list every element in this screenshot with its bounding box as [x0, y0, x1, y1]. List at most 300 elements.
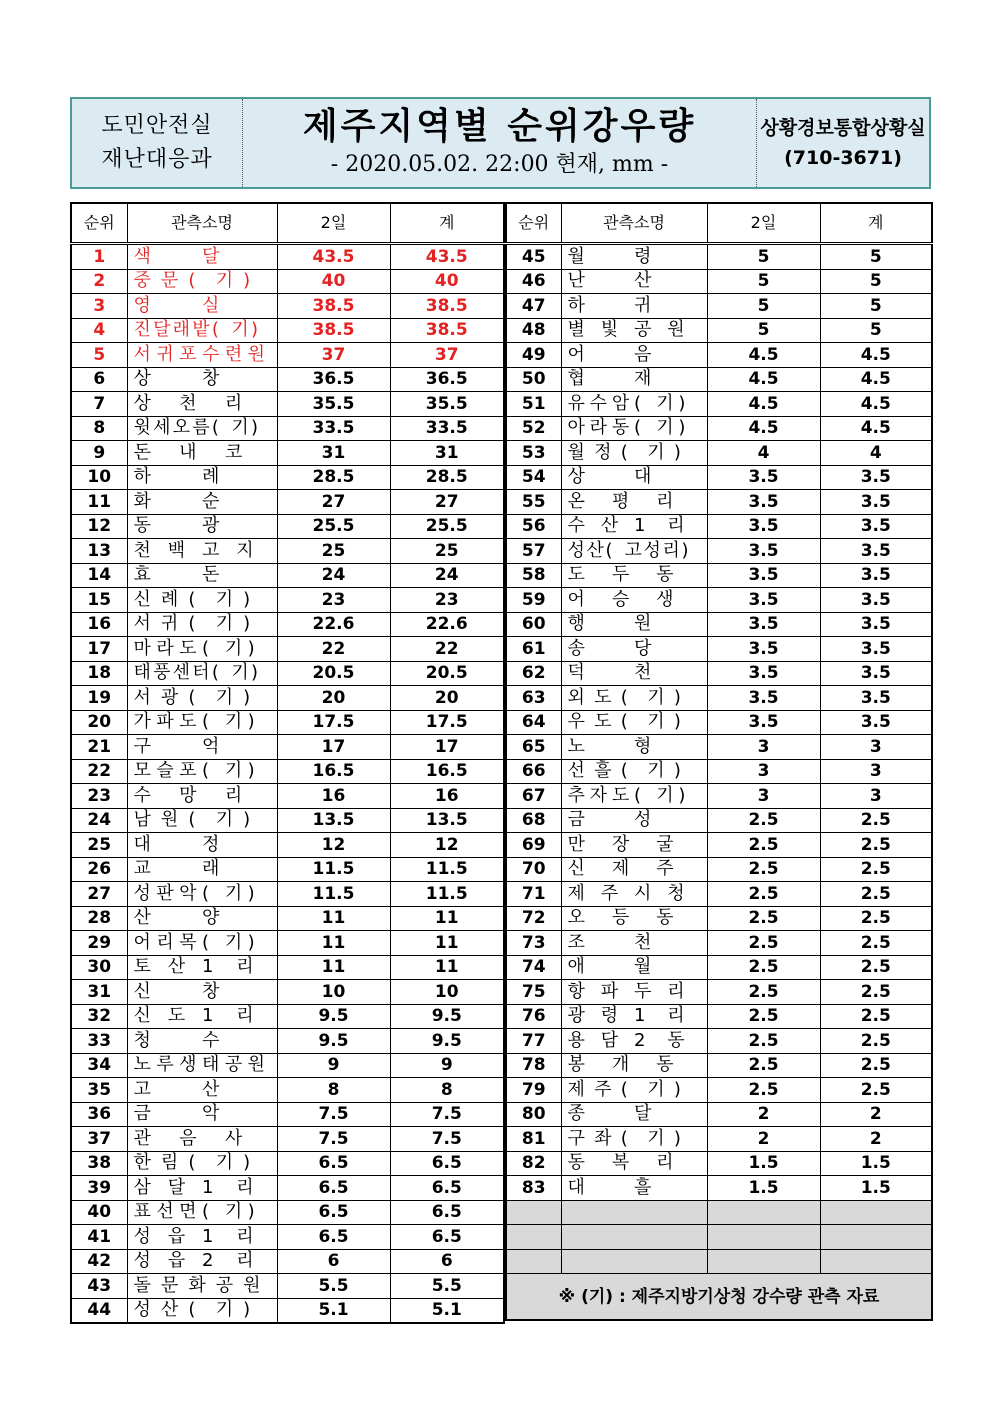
page-title: 제주지역별 순위강우량	[302, 106, 697, 147]
station-name-cell	[561, 294, 707, 319]
station-name-text: 산 양	[133, 907, 220, 929]
total-rainfall-cell: 5.5	[390, 1274, 504, 1299]
station-name-cell	[561, 490, 707, 515]
table-row	[506, 1078, 932, 1103]
station-name-cell	[127, 759, 277, 784]
rank-cell: 2	[71, 269, 127, 294]
col-header-rank: 순위	[506, 203, 561, 244]
table-row	[506, 563, 932, 588]
day-rainfall-cell: 43.5	[277, 244, 390, 270]
day-rainfall-cell: 33.5	[277, 416, 390, 441]
station-name-cell	[561, 563, 707, 588]
day-rainfall-cell: 13.5	[277, 808, 390, 833]
total-rainfall-cell: 37	[390, 343, 504, 368]
table-row	[71, 1102, 504, 1127]
station-name-text: 천 백 고 지	[133, 539, 254, 561]
day-rainfall-cell: 3	[707, 759, 820, 784]
total-rainfall-cell: 6.5	[390, 1225, 504, 1250]
table-row	[506, 1127, 932, 1152]
station-name-text: 효 돈	[133, 564, 220, 586]
station-name-text: 제 주 ( 기 )	[567, 1078, 681, 1100]
table-row	[71, 1225, 504, 1250]
station-name-text: 덕 천	[567, 662, 652, 684]
total-rainfall-cell: 11	[390, 931, 504, 956]
total-rainfall-cell: 36.5	[390, 367, 504, 392]
station-name-text: 모 슬 포 ( 기 )	[133, 760, 255, 782]
rank-cell: 51	[506, 392, 561, 417]
rank-cell: 47	[506, 294, 561, 319]
station-name-cell	[127, 539, 277, 564]
station-name-cell	[127, 441, 277, 466]
station-name-cell	[561, 588, 707, 613]
total-rainfall-cell: 5.1	[390, 1298, 504, 1323]
day-rainfall-cell: 6.5	[277, 1225, 390, 1250]
table-row	[71, 1274, 504, 1299]
station-name-cell	[561, 906, 707, 931]
day-rainfall-cell: 25	[277, 539, 390, 564]
table-row	[506, 1029, 932, 1054]
rank-cell: 52	[506, 416, 561, 441]
table-row	[71, 980, 504, 1005]
day-rainfall-cell: 2.5	[707, 882, 820, 907]
table-row	[506, 612, 932, 637]
rank-cell: 55	[506, 490, 561, 515]
station-name-cell	[561, 1053, 707, 1078]
station-name-text: 오 등 동	[567, 907, 674, 929]
total-rainfall-cell: 11.5	[390, 857, 504, 882]
station-name-text: 수 망 리	[133, 784, 243, 806]
table-row	[506, 710, 932, 735]
table-row	[71, 661, 504, 686]
rank-cell: 59	[506, 588, 561, 613]
day-rainfall-cell: 23	[277, 588, 390, 613]
station-name-text: 만 장 굴	[567, 833, 674, 855]
station-name-text: 색 달	[133, 245, 220, 267]
rank-cell: 26	[71, 857, 127, 882]
station-name-cell	[561, 661, 707, 686]
department-line-2: 재난대응과	[101, 147, 213, 172]
day-rainfall-cell: 37	[277, 343, 390, 368]
station-name-text: 성 산 ( 기 )	[133, 1299, 251, 1321]
table-row	[71, 735, 504, 760]
day-rainfall-cell: 20	[277, 686, 390, 711]
total-rainfall-cell: 9.5	[390, 1004, 504, 1029]
station-name-text: 고 산	[133, 1078, 220, 1100]
station-name-text: 관 음 사	[133, 1127, 243, 1149]
station-name-text: 토 산 1 리	[133, 956, 254, 978]
station-name-cell	[127, 1298, 277, 1323]
station-name-cell	[561, 1151, 707, 1176]
rank-cell: 54	[506, 465, 561, 490]
station-name-text: 수 산 1 리	[567, 515, 685, 537]
rank-cell: 46	[506, 269, 561, 294]
day-rainfall-cell: 9.5	[277, 1004, 390, 1029]
station-name-cell	[561, 808, 707, 833]
total-rainfall-cell: 22.6	[390, 612, 504, 637]
table-header-row	[506, 203, 932, 244]
total-rainfall-cell: 23	[390, 588, 504, 613]
table-row	[506, 269, 932, 294]
table-row	[506, 906, 932, 931]
table-row	[506, 980, 932, 1005]
rank-cell: 67	[506, 784, 561, 809]
day-rainfall-cell: 6.5	[277, 1151, 390, 1176]
station-name-text: 대 정	[133, 833, 220, 855]
rank-cell: 65	[506, 735, 561, 760]
rank-cell: 13	[71, 539, 127, 564]
table-row	[506, 661, 932, 686]
day-rainfall-cell: 2.5	[707, 955, 820, 980]
total-rainfall-cell: 3.5	[820, 710, 932, 735]
day-rainfall-cell: 2.5	[707, 1029, 820, 1054]
station-name-cell	[561, 318, 707, 343]
day-rainfall-cell: 11	[277, 906, 390, 931]
rank-cell: 72	[506, 906, 561, 931]
footnote-row	[506, 1274, 932, 1321]
total-rainfall-cell: 4.5	[820, 416, 932, 441]
station-name-cell	[561, 343, 707, 368]
station-name-text: 광 령 1 리	[567, 1005, 685, 1027]
station-name-cell	[127, 1078, 277, 1103]
rank-cell: 68	[506, 808, 561, 833]
table-row	[506, 441, 932, 466]
day-rainfall-cell: 22.6	[277, 612, 390, 637]
station-name-cell	[127, 661, 277, 686]
station-name-text: 태 풍 센 터 ( 기 )	[133, 662, 258, 684]
station-name-cell	[127, 833, 277, 858]
station-name-cell	[127, 465, 277, 490]
table-row	[71, 563, 504, 588]
table-row	[506, 784, 932, 809]
day-rainfall-cell: 2.5	[707, 857, 820, 882]
station-name-text: 한 림 ( 기 )	[133, 1152, 251, 1174]
station-name-cell	[561, 833, 707, 858]
station-name-cell	[127, 294, 277, 319]
day-rainfall-cell: 6.5	[277, 1200, 390, 1225]
total-rainfall-cell: 8	[390, 1078, 504, 1103]
table-header-row	[71, 203, 504, 244]
day-rainfall-cell: 10	[277, 980, 390, 1005]
table-row	[506, 588, 932, 613]
rank-cell: 83	[506, 1176, 561, 1201]
day-rainfall-cell: 2.5	[707, 833, 820, 858]
total-rainfall-cell: 5	[820, 318, 932, 343]
total-rainfall-cell: 11	[390, 906, 504, 931]
total-rainfall-cell: 5	[820, 294, 932, 319]
empty-cell	[707, 1225, 820, 1250]
total-rainfall-cell: 6.5	[390, 1151, 504, 1176]
total-rainfall-cell: 3.5	[820, 612, 932, 637]
day-rainfall-cell: 16	[277, 784, 390, 809]
station-name-text: 송 당	[567, 637, 652, 659]
total-rainfall-cell: 3.5	[820, 490, 932, 515]
total-rainfall-cell: 2.5	[820, 1004, 932, 1029]
station-name-cell	[127, 735, 277, 760]
station-name-text: 애 월	[567, 956, 652, 978]
rank-cell: 9	[71, 441, 127, 466]
day-rainfall-cell: 3.5	[707, 563, 820, 588]
table-row	[506, 539, 932, 564]
day-rainfall-cell: 1.5	[707, 1176, 820, 1201]
total-rainfall-cell: 3.5	[820, 539, 932, 564]
total-rainfall-cell: 3.5	[820, 686, 932, 711]
table-row	[71, 269, 504, 294]
table-row	[71, 931, 504, 956]
day-rainfall-cell: 11	[277, 931, 390, 956]
total-rainfall-cell: 16	[390, 784, 504, 809]
rank-cell: 21	[71, 735, 127, 760]
table-row	[506, 343, 932, 368]
day-rainfall-cell: 12	[277, 833, 390, 858]
day-rainfall-cell: 9	[277, 1053, 390, 1078]
rank-cell: 36	[71, 1102, 127, 1127]
rank-cell: 64	[506, 710, 561, 735]
station-name-text: 도 두 동	[567, 564, 674, 586]
day-rainfall-cell: 17.5	[277, 710, 390, 735]
station-name-text: 대 흘	[567, 1176, 652, 1198]
empty-cell	[820, 1249, 932, 1274]
total-rainfall-cell: 31	[390, 441, 504, 466]
empty-cell	[506, 1225, 561, 1250]
station-name-text: 별 빛 공 원	[567, 319, 685, 341]
day-rainfall-cell: 40	[277, 269, 390, 294]
station-name-cell	[561, 367, 707, 392]
station-name-text: 금 악	[133, 1103, 220, 1125]
total-rainfall-cell: 2.5	[820, 808, 932, 833]
department-block	[72, 99, 243, 187]
station-name-cell	[561, 392, 707, 417]
table-row	[71, 759, 504, 784]
rank-cell: 66	[506, 759, 561, 784]
station-name-cell	[561, 514, 707, 539]
station-name-text: 신 창	[133, 980, 220, 1002]
station-name-cell	[127, 612, 277, 637]
rank-cell: 37	[71, 1127, 127, 1152]
col-header-total: 계	[390, 203, 504, 244]
station-name-cell	[127, 1151, 277, 1176]
total-rainfall-cell: 35.5	[390, 392, 504, 417]
empty-cell	[561, 1249, 707, 1274]
table-row	[71, 318, 504, 343]
station-name-cell	[127, 637, 277, 662]
col-header-rank: 순위	[71, 203, 127, 244]
station-name-text: 신 례 ( 기 )	[133, 588, 251, 610]
station-name-text: 상 대	[567, 466, 652, 488]
day-rainfall-cell: 4	[707, 441, 820, 466]
station-name-cell	[127, 514, 277, 539]
rank-cell: 8	[71, 416, 127, 441]
table-row	[506, 1102, 932, 1127]
rank-cell: 17	[71, 637, 127, 662]
table-row	[506, 882, 932, 907]
table-row	[71, 1176, 504, 1201]
total-rainfall-cell: 3.5	[820, 514, 932, 539]
rank-cell: 33	[71, 1029, 127, 1054]
title-block	[243, 99, 757, 187]
empty-cell	[820, 1200, 932, 1225]
table-row	[506, 244, 932, 270]
rank-cell: 32	[71, 1004, 127, 1029]
rank-cell: 82	[506, 1151, 561, 1176]
station-name-cell	[561, 686, 707, 711]
table-row	[506, 857, 932, 882]
total-rainfall-cell: 1.5	[820, 1151, 932, 1176]
day-rainfall-cell: 5	[707, 244, 820, 270]
day-rainfall-cell: 3.5	[707, 686, 820, 711]
table-row	[71, 857, 504, 882]
total-rainfall-cell: 9.5	[390, 1029, 504, 1054]
table-row	[71, 514, 504, 539]
station-name-text: 서 광 ( 기 )	[133, 686, 251, 708]
rainfall-table-left	[70, 202, 505, 1324]
day-rainfall-cell: 28.5	[277, 465, 390, 490]
station-name-text: 어 음	[567, 343, 652, 365]
day-rainfall-cell: 2.5	[707, 1078, 820, 1103]
total-rainfall-cell: 33.5	[390, 416, 504, 441]
table-row	[506, 318, 932, 343]
total-rainfall-cell: 2.5	[820, 1078, 932, 1103]
station-name-text: 영 실	[133, 294, 220, 316]
table-row	[71, 441, 504, 466]
station-name-text: 서 귀 포 수 련 원	[133, 343, 266, 365]
day-rainfall-cell: 27	[277, 490, 390, 515]
day-rainfall-cell: 2.5	[707, 1004, 820, 1029]
total-rainfall-cell: 10	[390, 980, 504, 1005]
total-rainfall-cell: 2.5	[820, 1053, 932, 1078]
rank-cell: 29	[71, 931, 127, 956]
total-rainfall-cell: 1.5	[820, 1176, 932, 1201]
total-rainfall-cell: 7.5	[390, 1127, 504, 1152]
station-name-text: 외 도 ( 기 )	[567, 686, 681, 708]
rank-cell: 73	[506, 931, 561, 956]
rank-cell: 1	[71, 244, 127, 270]
total-rainfall-cell: 7.5	[390, 1102, 504, 1127]
table-row	[71, 955, 504, 980]
day-rainfall-cell: 2.5	[707, 808, 820, 833]
station-name-text: 마 라 도 ( 기 )	[133, 637, 255, 659]
rank-cell: 28	[71, 906, 127, 931]
day-rainfall-cell: 24	[277, 563, 390, 588]
table-row	[506, 931, 932, 956]
empty-cell	[707, 1249, 820, 1274]
station-name-cell	[127, 1029, 277, 1054]
total-rainfall-cell: 22	[390, 637, 504, 662]
rank-cell: 6	[71, 367, 127, 392]
col-header-total: 계	[820, 203, 932, 244]
col-header-station: 관측소명	[561, 203, 707, 244]
table-row	[71, 367, 504, 392]
day-rainfall-cell: 2	[707, 1127, 820, 1152]
station-name-cell	[127, 808, 277, 833]
col-header-day: 2일	[277, 203, 390, 244]
station-name-text: 추 자 도 ( 기 )	[567, 784, 686, 806]
rank-cell: 69	[506, 833, 561, 858]
table-row	[506, 294, 932, 319]
station-name-text: 항 파 두 리	[567, 980, 685, 1002]
station-name-text: 어 승 생	[567, 588, 674, 610]
table-row	[506, 735, 932, 760]
station-name-text: 구 좌 ( 기 )	[567, 1127, 681, 1149]
station-name-text: 삼 달 1 리	[133, 1176, 254, 1198]
station-name-text: 노 루 생 태 공 원	[133, 1054, 266, 1076]
station-name-cell	[127, 269, 277, 294]
station-name-cell	[127, 563, 277, 588]
station-name-text: 상 창	[133, 368, 220, 390]
day-rainfall-cell: 3.5	[707, 637, 820, 662]
station-name-text: 난 산	[567, 270, 652, 292]
station-name-cell	[561, 244, 707, 270]
day-rainfall-cell: 31	[277, 441, 390, 466]
station-name-text: 아 라 동 ( 기 )	[567, 417, 686, 439]
rank-cell: 74	[506, 955, 561, 980]
total-rainfall-cell: 27	[390, 490, 504, 515]
station-name-cell	[561, 1176, 707, 1201]
table-row	[71, 808, 504, 833]
station-name-cell	[561, 539, 707, 564]
station-name-cell	[127, 1274, 277, 1299]
footnote: ※ (기) : 제주지방기상청 강수량 관측 자료	[506, 1274, 932, 1321]
table-row	[71, 1249, 504, 1274]
station-name-text: 성 읍 2 리	[133, 1250, 254, 1272]
table-row	[71, 1078, 504, 1103]
station-name-cell	[561, 637, 707, 662]
station-name-text: 청 수	[133, 1029, 220, 1051]
total-rainfall-cell: 4.5	[820, 343, 932, 368]
station-name-text: 성 산 ( 고 성 리 )	[567, 539, 689, 561]
table-row	[506, 1004, 932, 1029]
table-row	[71, 1151, 504, 1176]
day-rainfall-cell: 7.5	[277, 1127, 390, 1152]
station-name-text: 제 주 시 청	[567, 882, 685, 904]
day-rainfall-cell: 3.5	[707, 465, 820, 490]
total-rainfall-cell: 4.5	[820, 392, 932, 417]
day-rainfall-cell: 4.5	[707, 367, 820, 392]
office-block	[757, 99, 929, 187]
office-phone: (710-3671)	[784, 147, 902, 169]
table-row	[71, 784, 504, 809]
station-name-text: 표 선 면 ( 기 )	[133, 1201, 255, 1223]
station-name-text: 금 성	[567, 809, 652, 831]
day-rainfall-cell: 3.5	[707, 661, 820, 686]
day-rainfall-cell: 11	[277, 955, 390, 980]
empty-cell	[561, 1200, 707, 1225]
day-rainfall-cell: 5.1	[277, 1298, 390, 1323]
station-name-cell	[561, 931, 707, 956]
table-row	[71, 637, 504, 662]
station-name-text: 중 문 ( 기 )	[133, 270, 251, 292]
total-rainfall-cell: 20	[390, 686, 504, 711]
station-name-cell	[127, 906, 277, 931]
total-rainfall-cell: 40	[390, 269, 504, 294]
empty-row	[506, 1200, 932, 1225]
station-name-cell	[127, 1102, 277, 1127]
station-name-cell	[127, 882, 277, 907]
station-name-text: 서 귀 ( 기 )	[133, 613, 251, 635]
station-name-text: 성 읍 1 리	[133, 1225, 254, 1247]
rank-cell: 39	[71, 1176, 127, 1201]
rank-cell: 18	[71, 661, 127, 686]
table-row	[71, 1053, 504, 1078]
table-row	[71, 882, 504, 907]
station-name-text: 윗 세 오 름 ( 기 )	[133, 417, 258, 439]
rainfall-table-right	[505, 202, 933, 1321]
table-row	[71, 906, 504, 931]
table-row	[71, 1298, 504, 1323]
station-name-cell	[561, 710, 707, 735]
rank-cell: 16	[71, 612, 127, 637]
rank-cell: 76	[506, 1004, 561, 1029]
day-rainfall-cell: 11.5	[277, 882, 390, 907]
